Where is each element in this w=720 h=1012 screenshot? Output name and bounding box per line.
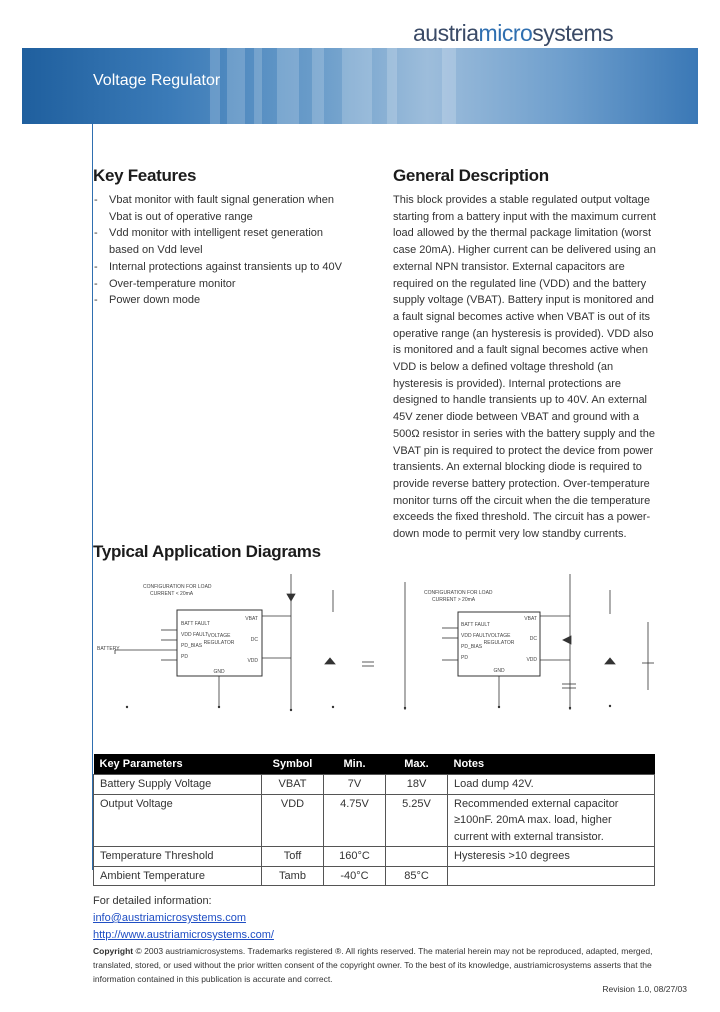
website-link[interactable]: http://www.austriamicrosystems.com/	[93, 929, 274, 941]
banner-title: Voltage Regulator	[93, 72, 221, 89]
pin-label: PD	[461, 655, 468, 661]
ground-dots	[404, 705, 611, 709]
param-cell: Battery Supply Voltage	[94, 775, 262, 795]
notes-cell: Recommended external capacitor ≥100nF. 20mA max. load, higher current with external transistor.	[448, 794, 655, 847]
battery-label: BATTERY	[97, 646, 120, 652]
pin-label: VDD	[247, 658, 258, 664]
pin-label: GND	[493, 668, 505, 674]
column-header: Symbol	[262, 754, 324, 775]
table-row	[94, 866, 655, 886]
column-header: Max.	[386, 754, 448, 775]
list-item: - Over-temperature monitor	[94, 276, 356, 293]
block-label-line-2: REGULATOR	[483, 640, 515, 646]
contact-block	[93, 893, 274, 944]
pin-label: PD_BIAS	[461, 644, 483, 650]
pin-label: GND	[213, 669, 225, 675]
param-cell: Temperature Threshold	[94, 847, 262, 867]
list-item: - Internal protections against transients up to 40V	[94, 259, 356, 276]
min-cell: 160°C	[324, 847, 386, 867]
list-item: - Vbat monitor with fault signal generation when Vbat is out of operative range	[94, 192, 356, 225]
notes-cell	[448, 866, 655, 886]
logo-part-micro: micro	[478, 20, 533, 46]
copyright-label: Copyright	[93, 946, 134, 956]
table-row	[94, 794, 655, 847]
table-row	[94, 775, 655, 795]
pin-label: VDD FAULT	[461, 633, 489, 639]
ground-dots	[126, 706, 334, 711]
block-label-line-1: VOLTAGE	[207, 633, 231, 639]
block-label-line-1: VOLTAGE	[487, 633, 511, 639]
param-cell: Ambient Temperature	[94, 866, 262, 886]
pin-label: DC	[250, 637, 258, 643]
column-header: Min.	[324, 754, 386, 775]
contact-label: For detailed information:	[93, 895, 212, 907]
config-label-line-2: CURRENT > 20mA	[432, 597, 476, 603]
symbol-cell: VDD	[262, 794, 324, 847]
notes-cell: Load dump 42V.	[448, 775, 655, 795]
key-features-list	[94, 192, 356, 309]
pin-label: VBAT	[245, 616, 258, 622]
max-cell: 18V	[386, 775, 448, 795]
copyright-text: © 2003 austriamicrosystems. Trademarks registered ®. All rights reserved. The material herein may not be reproduced, adapted, merged, translated, stored, or used without the prior written consent of the copyright owner. To the best of its knowledge, austriamicrosystems asserts that the information contained in this publication is accurate and correct.	[93, 946, 653, 984]
header-banner	[22, 48, 698, 124]
block-label-line-2: REGULATOR	[203, 640, 235, 646]
config-label-line-1: CONFIGURATION FOR LOAD	[143, 584, 212, 590]
key-features-heading: Key Features	[93, 166, 197, 185]
general-description-heading: General Description	[393, 166, 549, 185]
company-logo	[413, 20, 613, 47]
config-label-line-2: CURRENT < 20mA	[150, 591, 194, 597]
column-header: Notes	[448, 754, 655, 775]
revision-info: Revision 1.0, 08/27/03	[602, 984, 687, 994]
pin-label: PD_BIAS	[181, 643, 203, 649]
application-diagram-high-current	[400, 572, 662, 717]
min-cell: 4.75V	[324, 794, 386, 847]
email-link[interactable]: info@austriamicrosystems.com	[93, 912, 246, 924]
logo-part-austria: austria	[413, 20, 479, 46]
config-label-line-1: CONFIGURATION FOR LOAD	[424, 590, 493, 596]
column-header: Key Parameters	[94, 754, 262, 775]
pin-label: VDD FAULT	[181, 632, 209, 638]
notes-cell: Hysteresis >10 degrees	[448, 847, 655, 867]
max-cell	[386, 847, 448, 867]
list-item: - Vdd monitor with intelligent reset generation based on Vdd level	[94, 225, 356, 258]
logo-part-systems: systems	[532, 20, 614, 46]
pin-label: PD	[181, 654, 188, 660]
general-description-text: This block provides a stable regulated output voltage starting from a battery input with the maximum current load allowed by the thermal package limitation (worst case 20mA). Higher current can be delivered using an external NPN transistor. External capacitors are required on the regulated line (VDD) and the battery supply voltage (VBAT). Battery input is monitored and a fault signal becomes active when VBAT is out of its operative range (an hysteresis is provided). VDD also is monitored and a fault signal becomes active when VDD is below a defined voltage threshold (an hysteresis is provided). Internal protections are designed to handle transients up to 40V. An external 45V zener diode between VBAT and ground with a 500Ω resistor in series with the battery supply and the VBAT pin is required to protect the device from power transients. An external blocking diode is required to provide reverse battery protection. Over-temperature monitor turns off the circuit when the die temperature exceeds the fixed threshold. The circuit has a power-down mode to permit very low standby currents.	[393, 194, 656, 541]
max-cell: 85°C	[386, 866, 448, 886]
symbol-cell: Tamb	[262, 866, 324, 886]
diagrams-heading: Typical Application Diagrams	[93, 542, 321, 561]
copyright-notice	[93, 944, 663, 986]
pin-label: VDD	[526, 657, 537, 663]
key-parameters-table	[93, 754, 655, 886]
table-row	[94, 847, 655, 867]
pin-label: DC	[529, 636, 537, 642]
min-cell: 7V	[324, 775, 386, 795]
symbol-cell: VBAT	[262, 775, 324, 795]
param-cell: Output Voltage	[94, 794, 262, 847]
pin-label: VBAT	[524, 616, 537, 622]
list-item: - Power down mode	[94, 292, 356, 309]
pin-label: BATT FAULT	[461, 622, 490, 628]
application-diagram-low-current	[95, 572, 385, 717]
pin-label: BATT FAULT	[181, 621, 210, 627]
min-cell: -40°C	[324, 866, 386, 886]
max-cell: 5.25V	[386, 794, 448, 847]
table-header-row	[94, 754, 655, 775]
symbol-cell: Toff	[262, 847, 324, 867]
